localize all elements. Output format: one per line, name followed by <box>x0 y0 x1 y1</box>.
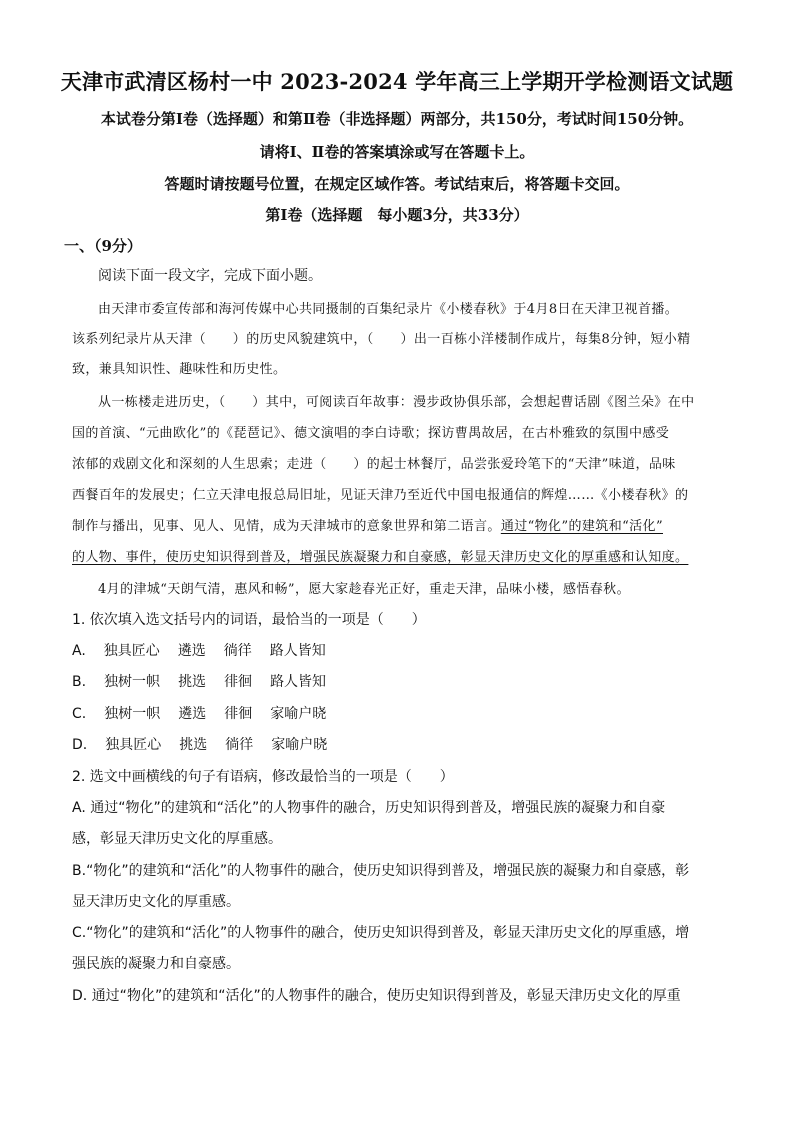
page-title: 天津市武清区杨村一中 2023-2024 学年高三上学期开学检测语文试题 <box>60 69 734 94</box>
passage-line: 该系列纪录片从天津（ ）的历史风貌建筑中，（ ）出一百栋小洋楼制作成片，每集8分钟，短小精 <box>72 332 691 347</box>
exam-note-3: 答题时请按题号位置，在规定区域作答。考试结束后，将答题卡交回。 <box>164 175 630 193</box>
question-2-option-b[interactable]: B.“物化”的建筑和“活化”的人物事件的融合，使历史知识得到普及，增强民族的凝聚力和自豪感，彰 <box>72 863 690 879</box>
exam-note-1: 本试卷分第Ⅰ卷（选择题）和第Ⅱ卷（非选择题）两部分，共150分，考试时间150分钟。 <box>100 110 694 128</box>
question-1-option-d[interactable]: D. 独具匠心 挑选 徜徉 家喻户晓 <box>72 737 328 753</box>
question-2-option-b-cont: 显天津历史文化的厚重感。 <box>72 894 240 910</box>
exam-note-2: 请将Ⅰ、Ⅱ卷的答案填涂或写在答题卡上。 <box>259 143 535 161</box>
passage-line: 由天津市委宣传部和海河传媒中心共同摄制的百集纪录片《小楼春秋》于4月8日在天津卫视首播。 <box>98 302 679 317</box>
passage-line: 西餐百年的发展史；仁立天津电报总局旧址，见证天津乃至近代中国电报通信的辉煌……《小楼春秋》的 <box>72 488 689 503</box>
question-1-option-b[interactable]: B. 独树一帜 挑选 徘徊 路人皆知 <box>72 674 327 690</box>
reading-instruction: 阅读下面一段文字，完成下面小题。 <box>98 268 322 284</box>
question-2-option-c[interactable]: C.“物化”的建筑和“活化”的人物事件的融合，使历史知识得到普及，彰显天津历史文化的厚重感，增 <box>72 925 690 941</box>
underlined-sentence-end: 的人物、事件，使历史知识得到普及，增强民族凝聚力和自豪感，彰显天津历史文化的厚重感和认知度。 <box>72 550 689 565</box>
passage-line-with-underline <box>72 515 663 534</box>
passage-line: 从一栋楼走进历史，（ ）其中，可阅读百年故事：漫步政协俱乐部，会想起曹话剧《图兰朵》在中 <box>98 395 695 410</box>
question-1-stem: 1. 依次填入选文括号内的词语，最恰当的一项是（ ） <box>72 612 426 628</box>
question-2-stem: 2. 选文中画横线的句子有语病，修改最恰当的一项是（ ） <box>72 769 454 785</box>
passage-text: 制作与播出，见事、见人、见情，成为天津城市的意象世界和第二语言。 <box>72 519 501 534</box>
part-title: 第Ⅰ卷（选择题 每小题3分，共33分） <box>265 206 529 224</box>
passage-line: 4月的津城“天朗气清，惠风和畅”，愿大家趁春光正好，重走天津，品味小楼，感悟春秋。 <box>98 582 630 597</box>
underlined-sentence-start: 通过“物化”的建筑和“活化” <box>500 519 663 534</box>
section-heading: 一、（9分） <box>64 237 142 255</box>
question-1-option-a[interactable]: A. 独具匠心 遴选 徜徉 路人皆知 <box>72 643 326 659</box>
question-2-option-a-cont: 感，彰显天津历史文化的厚重感。 <box>72 831 282 847</box>
passage-line: 浓郁的戏剧文化和深刻的人生思索；走进（ ）的起士林餐厅，品尝张爱玲笔下的“天津”味道，品味 <box>72 457 676 472</box>
question-2-option-c-cont: 强民族的凝聚力和自豪感。 <box>72 956 240 972</box>
question-1-option-c[interactable]: C. 独树一帜 遴选 徘徊 家喻户晓 <box>72 706 327 722</box>
passage-line: 致，兼具知识性、趣味性和历史性。 <box>72 362 287 377</box>
question-2-option-d[interactable]: D. 通过“物化”的建筑和“活化”的人物事件的融合，使历史知识得到普及，彰显天津历史文化的厚重 <box>72 988 681 1004</box>
question-2-option-a[interactable]: A. 通过“物化”的建筑和“活化”的人物事件的融合，历史知识得到普及，增强民族的凝聚力和自豪 <box>72 800 666 816</box>
passage-line: 国的首演、“元曲欧化”的《琵琶记》、德文演唱的李白诗歌；探访曹禺故居，在古朴雅致的氛围中感受 <box>72 426 670 441</box>
